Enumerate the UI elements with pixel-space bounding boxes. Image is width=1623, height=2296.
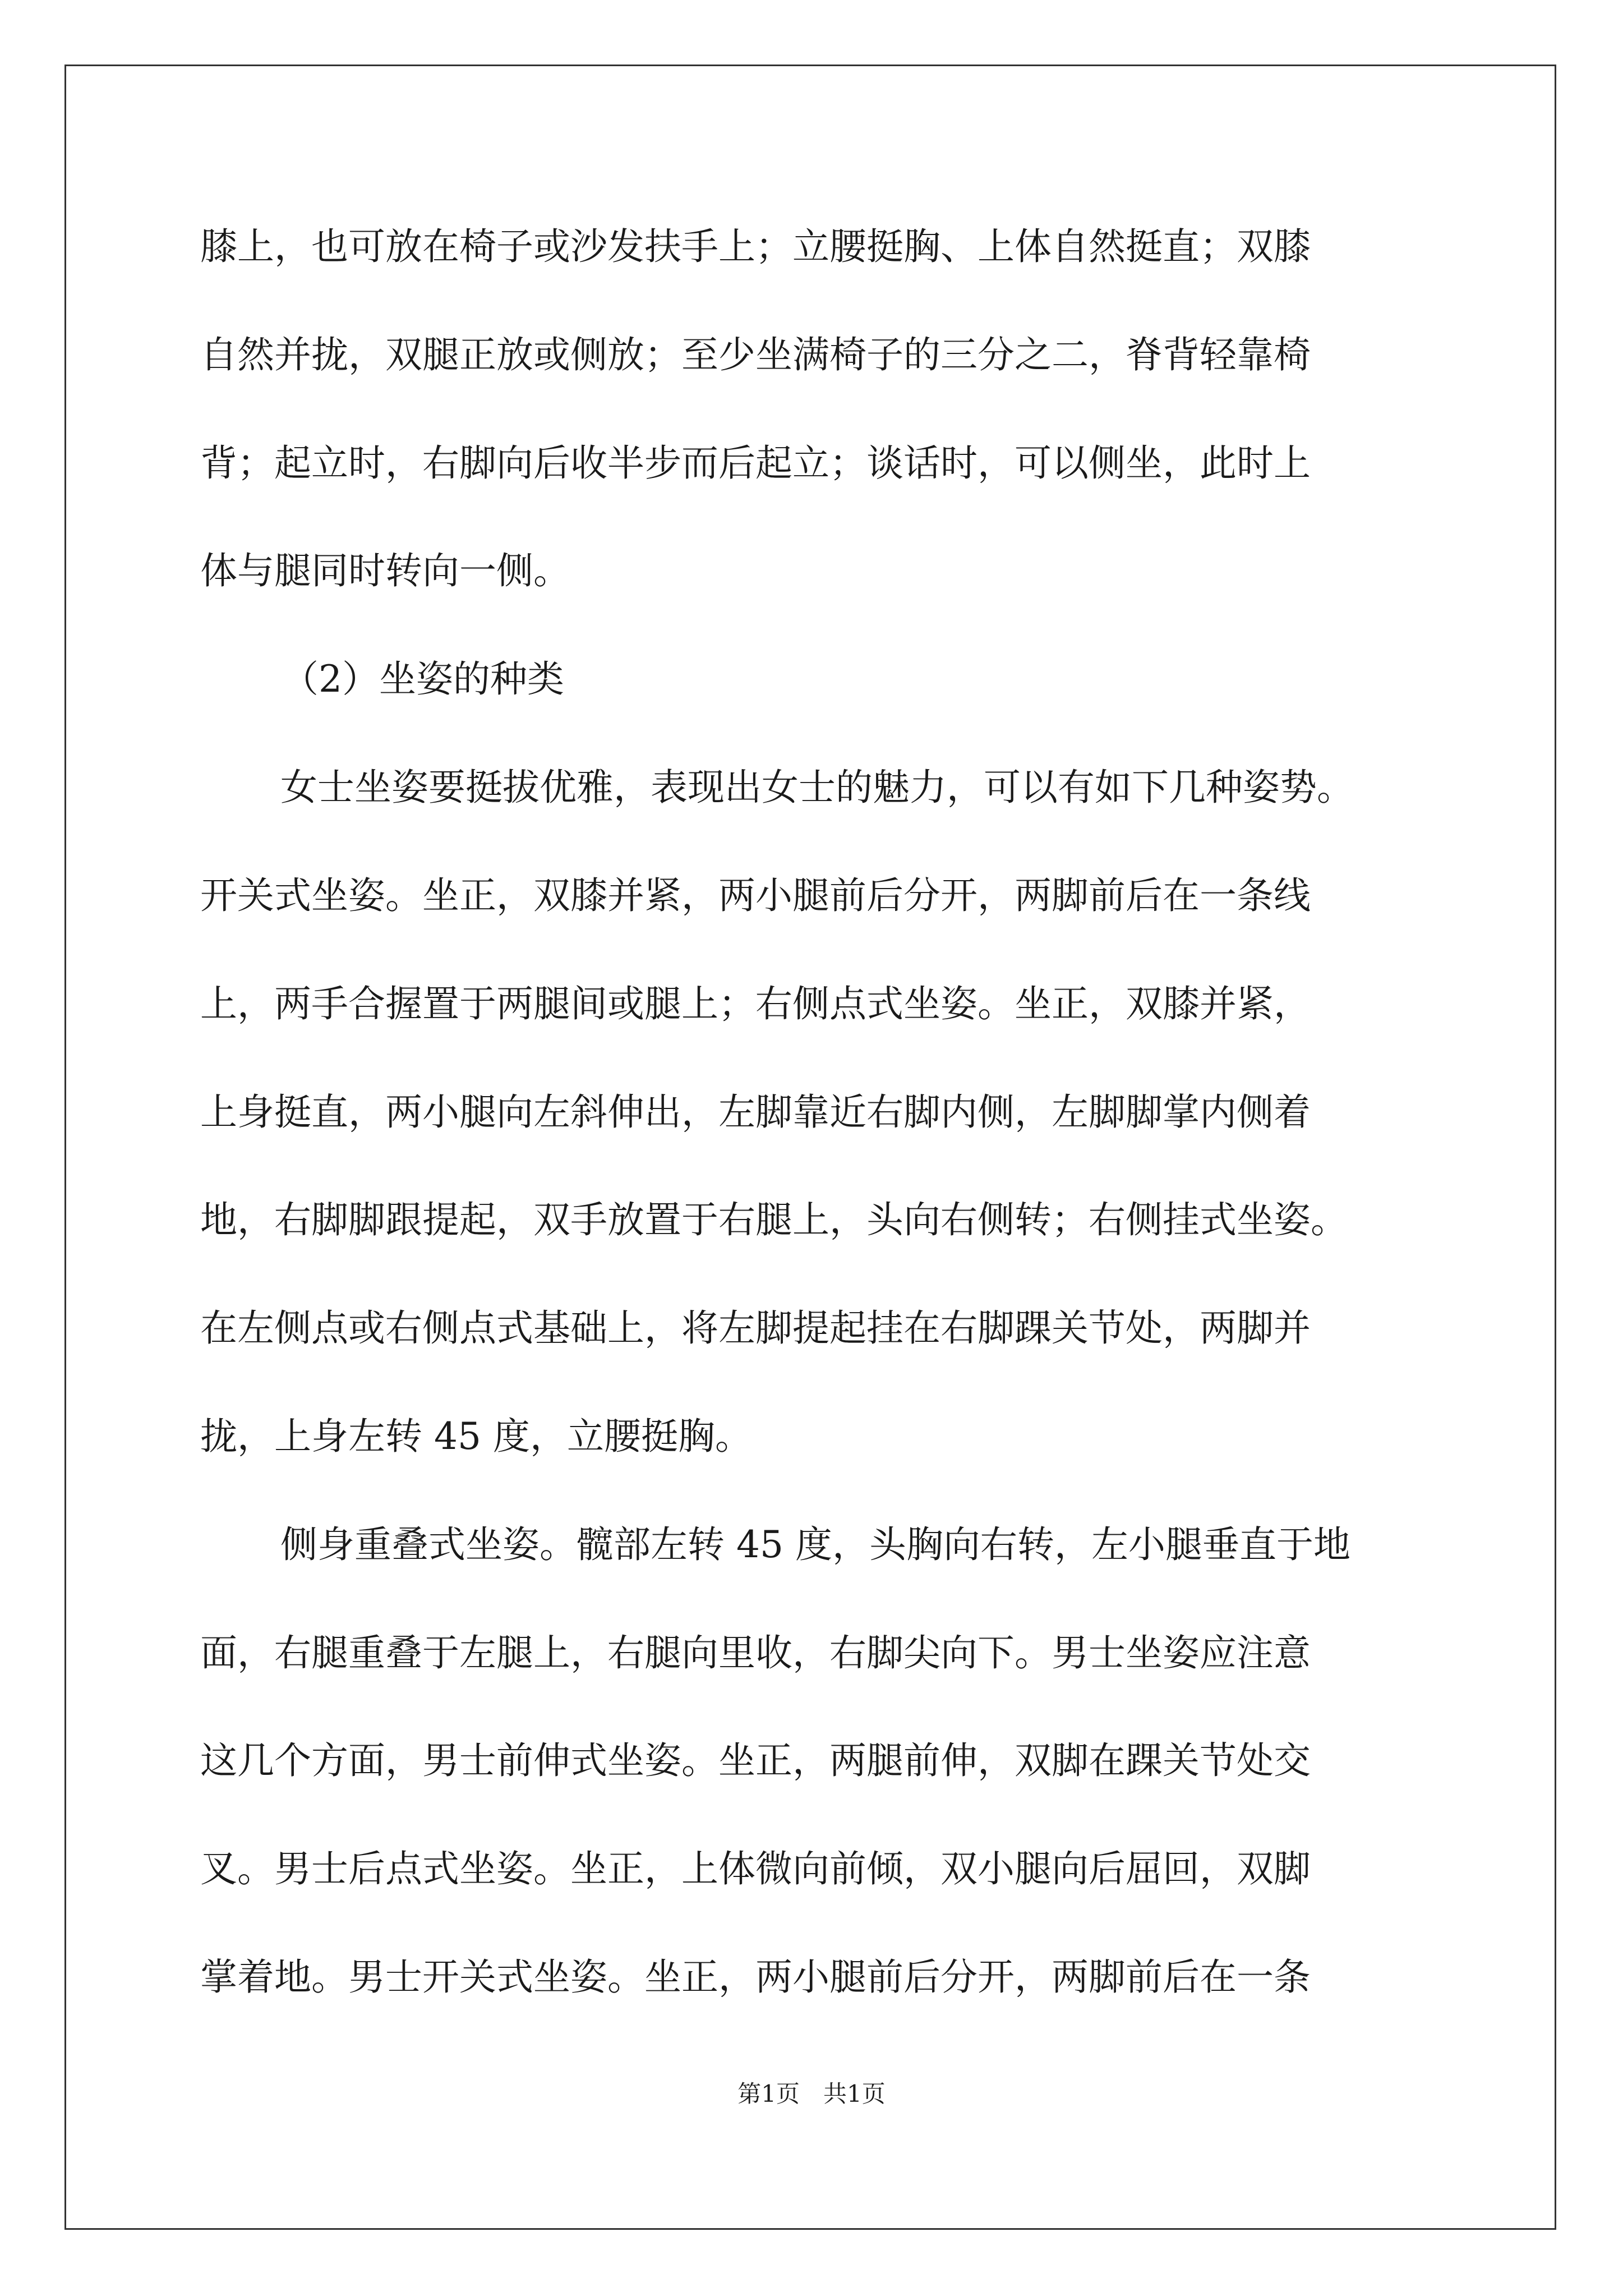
page-footer: 第1页 共1页	[737, 2080, 886, 2108]
page-border	[64, 65, 1556, 2230]
text-line: 这几个方面，男士前伸式坐姿。坐正，两腿前伸，双脚在踝关节处交	[200, 1739, 1311, 1782]
paragraph-first-line: 女士坐姿要挺拔优雅，表现出女士的魅力，可以有如下几种姿势。	[280, 766, 1354, 809]
text-line: 面，右腿重叠于左腿上，右腿向里收，右脚尖向下。男士坐姿应注意	[200, 1631, 1311, 1674]
paragraph-first-line: 侧身重叠式坐姿。髋部左转 45 度，头胸向右转，左小腿垂直于地	[280, 1523, 1350, 1566]
text-line: 拢，上身左转 45 度，立腰挺胸。	[200, 1415, 752, 1458]
text-line: 开关式坐姿。坐正，双膝并紧，两小腿前后分开，两脚前后在一条线	[200, 874, 1311, 917]
text-line: 上，两手合握置于两腿间或腿上；右侧点式坐姿。坐正，双膝并紧，	[200, 982, 1311, 1025]
text-line: 上身挺直，两小腿向左斜伸出，左脚靠近右脚内侧，左脚脚掌内侧着	[200, 1091, 1311, 1134]
text-line: 叉。男士后点式坐姿。坐正，上体微向前倾，双小腿向后屈回，双脚	[200, 1847, 1311, 1890]
text-line: 自然并拢，双腿正放或侧放；至少坐满椅子的三分之二，脊背轻靠椅	[200, 333, 1311, 376]
section-heading: （2）坐姿的种类	[282, 657, 564, 701]
text-line: 背；起立时，右脚向后收半步而后起立；谈话时，可以侧坐，此时上	[200, 441, 1311, 485]
text-line: 膝上，也可放在椅子或沙发扶手上；立腰挺胸、上体自然挺直；双膝	[200, 225, 1311, 268]
text-line: 在左侧点或右侧点式基础上，将左脚提起挂在右脚踝关节处，两脚并	[200, 1306, 1311, 1350]
text-line: 掌着地。男士开关式坐姿。坐正，两小腿前后分开，两脚前后在一条	[200, 1955, 1311, 1999]
text-line: 体与腿同时转向一侧。	[200, 549, 570, 592]
text-line: 地，右脚脚跟提起，双手放置于右腿上，头向右侧转；右侧挂式坐姿。	[200, 1198, 1348, 1241]
